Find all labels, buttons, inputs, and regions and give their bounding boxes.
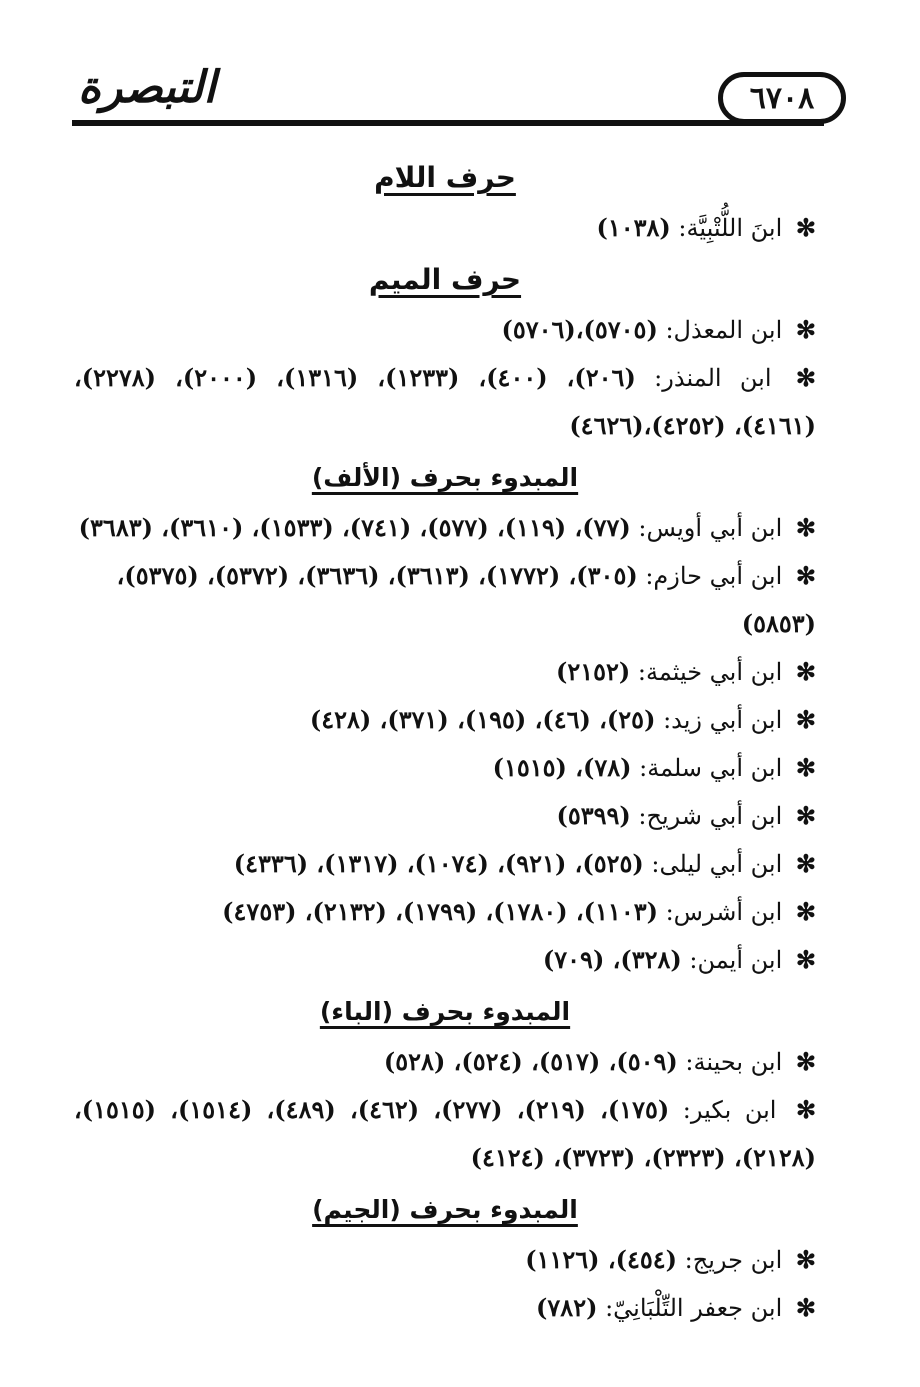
entry-refs: (٥٢٥)، (٩٢١)، (١٠٧٤)، (١٣١٧)، (٤٣٣٦) [233, 849, 644, 878]
index-entry [74, 840, 816, 888]
entry-refs: (٢٥)، (٤٦)، (١٩٥)، (٣٧١)، (٤٢٨) [309, 705, 656, 734]
entry-refs: (١١٠٣)، (١٧٨٠)، (١٧٩٩)، (٢١٣٢)، (٤٧٥٣) [222, 897, 658, 926]
asterisk-bullet-icon: ✻ [795, 945, 816, 974]
index-entry [74, 696, 816, 744]
entry-name: ابن أبي خيثمة: [637, 658, 783, 686]
entry-name: ابن أشرس: [665, 898, 783, 926]
index-entry [74, 936, 816, 984]
entry-refs: (٥٧٠٥)،(٥٧٠٦) [501, 315, 658, 344]
asterisk-bullet-icon: ✻ [795, 561, 816, 590]
asterisk-bullet-icon: ✻ [795, 753, 816, 782]
index-entry [74, 648, 816, 696]
index-entry [74, 504, 816, 552]
entry-name: ابن أبي حازم: [645, 562, 783, 590]
page-number: ٦٧٠٨ [718, 72, 846, 124]
asterisk-bullet-icon: ✻ [795, 513, 816, 542]
entry-refs: (١٧٥)، (٢١٩)، (٢٧٧)، (٤٦٢)، (٤٨٩)، (١٥١٤)، (١٥١٥)، (٢١٢٨)، (٢٣٢٣)، (٣٧٢٣)، (٤١٢٤) [74, 1095, 816, 1172]
index-entry [74, 792, 816, 840]
section-title-lam: حرف اللام [374, 161, 516, 194]
asterisk-bullet-icon: ✻ [795, 213, 816, 242]
index-entry [74, 204, 816, 252]
entry-name: ابن أبي شريح: [638, 802, 783, 830]
section-title-jeem: المبدوء بحرف (الجيم) [312, 1195, 578, 1224]
index-entry [74, 888, 816, 936]
header-rule [72, 120, 824, 126]
index-entry [74, 744, 816, 792]
entry-refs: (٤٥٤)، (١١٢٦) [525, 1245, 678, 1274]
index-entry [74, 1236, 816, 1284]
asterisk-bullet-icon: ✻ [795, 897, 816, 926]
index-entry [74, 1086, 816, 1182]
page-header [72, 58, 824, 138]
entry-name: ابن أيمن: [689, 946, 783, 974]
asterisk-bullet-icon: ✻ [795, 363, 817, 392]
entry-name: ابن بكير: [682, 1096, 777, 1124]
book-title: التبصرة [78, 62, 216, 113]
asterisk-bullet-icon: ✻ [795, 705, 816, 734]
index-entry [74, 354, 816, 450]
entry-name: ابن أبي سلمة: [639, 754, 783, 782]
entry-name: ابن أبي ليلى: [651, 850, 783, 878]
entry-name: ابن أبي زيد: [663, 706, 783, 734]
asterisk-bullet-icon: ✻ [795, 657, 816, 686]
entry-refs: (٣٢٨)، (٧٠٩) [542, 945, 682, 974]
entry-refs: (١٠٣٨) [596, 213, 671, 242]
index-content [74, 150, 816, 1332]
entry-refs: (٢١٥٢) [555, 657, 631, 686]
asterisk-bullet-icon: ✻ [795, 801, 816, 830]
entry-name: ابن أبي أويس: [638, 514, 783, 542]
asterisk-bullet-icon: ✻ [795, 315, 816, 344]
entry-refs: (٢٠٦)، (٤٠٠)، (١٢٣٣)، (١٣١٦)، (٢٠٠٠)، (٢٢٧٨)، (٤١٦١)، (٤٢٥٢)،(٤٦٢٦) [74, 363, 816, 440]
entry-name: ابن المعذل: [665, 316, 783, 344]
entry-refs: (٥٣٩٩) [556, 801, 631, 830]
entry-name: ابن جريج: [684, 1246, 783, 1274]
asterisk-bullet-icon: ✻ [795, 1047, 816, 1076]
asterisk-bullet-icon: ✻ [795, 1293, 816, 1322]
entry-refs: (٧٨٢) [536, 1293, 598, 1322]
index-entry [74, 552, 816, 648]
entry-name: ابنَ اللُّتْبِيَّة: [678, 214, 783, 242]
entry-name: ابن المنذر: [654, 364, 772, 392]
entry-refs: (٧٧)، (١١٩)، (٥٧٧)، (٧٤١)، (١٥٣٣)، (٣٦١٠)، (٣٦٨٣) [78, 513, 631, 542]
section-title-alif: المبدوء بحرف (الألف) [311, 463, 579, 492]
asterisk-bullet-icon: ✻ [795, 849, 816, 878]
entry-refs: (٥٠٩)، (٥١٧)، (٥٢٤)، (٥٢٨) [383, 1047, 678, 1076]
entry-name: ابن بحينة: [685, 1048, 783, 1076]
index-entry [74, 306, 816, 354]
asterisk-bullet-icon: ✻ [795, 1245, 816, 1274]
index-entry [74, 1284, 816, 1332]
asterisk-bullet-icon: ✻ [795, 1095, 817, 1124]
section-title-meem: حرف الميم [368, 263, 522, 296]
index-entry [74, 1038, 816, 1086]
entry-name: ابن جعفر التِّلْبَانِيّ: [605, 1294, 783, 1322]
section-title-ba: المبدوء بحرف (الباء) [319, 997, 571, 1026]
entry-refs: (٧٨)، (١٥١٥) [492, 753, 632, 782]
entry-refs: (٣٠٥)، (١٧٧٢)، (٣٦١٣)، (٣٦٣٦)، (٥٣٧٢)، (٥٣٧٥)،(٥٨٥٣) [116, 561, 816, 638]
